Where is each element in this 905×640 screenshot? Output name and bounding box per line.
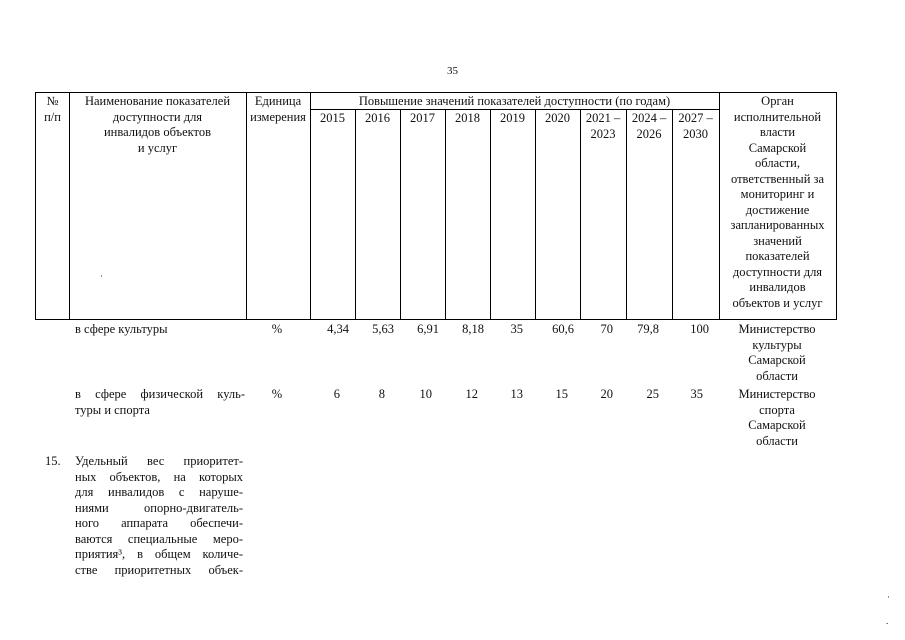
item-number: 15. xyxy=(45,454,61,468)
value-cell: 15 xyxy=(555,387,568,401)
page-number: 35 xyxy=(447,65,458,77)
scan-speck: · xyxy=(100,271,103,281)
header-year: 2015 xyxy=(320,111,345,125)
value-cell: 35 xyxy=(510,322,523,336)
column-divider xyxy=(400,110,401,319)
header-year: 2017 xyxy=(410,111,435,125)
header-indicator-name: Наименование показателей доступности для инвалидов объектов и услуг xyxy=(84,94,231,155)
indicator-name: в сфере физической куль- туры и спорта xyxy=(75,387,245,417)
table-header xyxy=(35,92,837,320)
value-cell: 8,18 xyxy=(462,322,484,336)
value-cell: 70 xyxy=(600,322,613,336)
responsible-body: Министерство спорта Самарской области xyxy=(738,387,816,448)
column-divider xyxy=(445,110,446,319)
column-divider xyxy=(246,93,247,319)
header-year: 2021 – 2023 xyxy=(585,111,621,141)
scan-speck: . xyxy=(886,616,889,626)
unit-cell: % xyxy=(271,387,283,401)
header-year: 2020 xyxy=(545,111,570,125)
header-year: 2024 – 2026 xyxy=(631,111,667,141)
header-year: 2018 xyxy=(455,111,480,125)
scan-speck: · xyxy=(887,592,890,602)
responsible-body: Министерство культуры Самарской области xyxy=(738,322,816,383)
value-cell: 25 xyxy=(646,387,659,401)
header-number: № п/п xyxy=(44,94,61,124)
header-responsible-body: Орган исполнительной власти Самарской области, ответственный за мониторинг и достижение запланированных значений показателей доступности для инвалидов объектов и услуг xyxy=(730,94,825,310)
column-divider xyxy=(355,110,356,319)
indicator-name: в сфере культуры xyxy=(75,322,168,336)
unit-cell: % xyxy=(271,322,283,336)
value-cell: 6 xyxy=(333,387,340,401)
value-cell: 4,34 xyxy=(327,322,349,336)
value-cell: 100 xyxy=(690,322,709,336)
value-cell: 12 xyxy=(465,387,478,401)
value-cell: 5,63 xyxy=(372,322,394,336)
column-divider xyxy=(310,93,311,319)
header-year: 2019 xyxy=(500,111,525,125)
header-year: 2027 – 2030 xyxy=(678,111,713,141)
header-years-group: Повышение значений показателей доступности (по годам) xyxy=(358,94,671,108)
header-unit: Единица измерения xyxy=(250,94,306,124)
column-divider xyxy=(490,110,491,319)
value-cell: 20 xyxy=(600,387,613,401)
indicator-name: Удельный вес приоритет- ных объектов, на которых для инвалидов с наруше- ниями опорно-двигатель- ного аппарата обеспечи- ваются специальные меро- приятия³, в общем количе- стве приоритетных объек- xyxy=(75,454,243,577)
value-cell: 6,91 xyxy=(417,322,439,336)
header-year: 2016 xyxy=(365,111,390,125)
column-divider xyxy=(535,110,536,319)
value-cell: 13 xyxy=(510,387,523,401)
value-cell: 8 xyxy=(378,387,385,401)
value-cell: 10 xyxy=(419,387,432,401)
value-cell: 35 xyxy=(690,387,703,401)
value-cell: 79,8 xyxy=(637,322,659,336)
value-cell: 60,6 xyxy=(552,322,574,336)
